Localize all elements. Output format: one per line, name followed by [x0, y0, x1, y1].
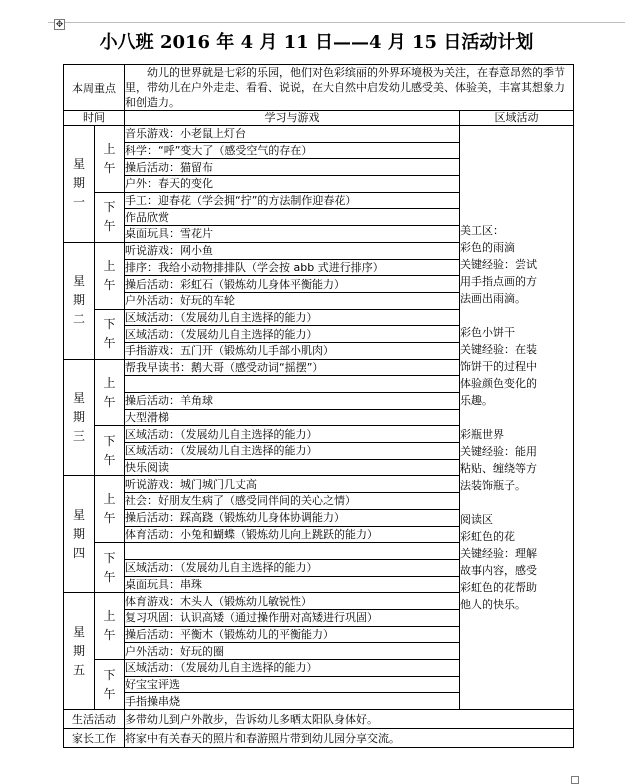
activity-cell: 大型滑梯: [125, 409, 460, 426]
life-text: 多带幼儿到户外散步，告诉幼儿多晒太阳队身体好。: [125, 710, 574, 729]
period-label-char: 上: [103, 492, 116, 507]
activity-cell: 操后活动：平衡木（锻炼幼儿的平衡能力）: [125, 626, 460, 643]
table-resize-handle[interactable]: [571, 776, 579, 784]
parents-text: 将家中有关春天的照片和春游照片带到幼儿园分享交流。: [125, 729, 574, 748]
area-line: 关键经验：能用: [460, 445, 537, 459]
period-label-char: 午: [103, 336, 116, 351]
afternoon-label: [95, 543, 125, 593]
area-line: 彩色的雨滴: [460, 241, 515, 255]
activity-cell: 快乐阅读: [125, 459, 460, 476]
period-label-char: 上: [103, 375, 116, 390]
day-label-char: 一: [72, 195, 85, 210]
header-learn: 学习与游戏: [125, 111, 460, 126]
day-label: [64, 359, 95, 476]
area-line: 体验颜色变化的: [460, 377, 537, 391]
activity-cell: 区域活动：（发展幼儿自主选择的能力）: [125, 559, 460, 576]
day-label-char: 期: [72, 176, 85, 191]
period-label-char: 下: [103, 317, 116, 332]
day-label-char: 二: [72, 312, 85, 327]
period-label-char: 午: [103, 160, 116, 175]
page-title: 小八班 2016 年 4 月 11 日——4 月 15 日活动计划: [99, 32, 534, 53]
area-line: 他人的快乐。: [460, 598, 526, 612]
day-label-char: 期: [72, 410, 85, 425]
focus-label: 本周重点: [64, 65, 125, 111]
activity-cell: 体育游戏：木头人（锻炼幼儿敏锐性）: [125, 593, 460, 610]
area-line: 用手指点画的方: [460, 275, 537, 289]
day-label-char: 期: [72, 526, 85, 541]
area-gap: [460, 307, 573, 324]
period-label-char: 午: [103, 569, 116, 584]
activity-cell: 排序：我给小动物排排队（学会按 abb 式进行排序）: [125, 259, 460, 276]
activity-row: [64, 126, 574, 143]
table-move-handle-icon[interactable]: ✥: [55, 20, 64, 30]
activity-cell: 区域活动：（发展幼儿自主选择的能力）: [125, 660, 460, 677]
activity-cell: 手指游戏：五门开（锻炼幼儿手部小肌肉）: [125, 342, 460, 359]
day-label-char: 四: [72, 545, 85, 560]
day-label-char: 期: [72, 643, 85, 658]
day-label-char: 星: [72, 391, 85, 406]
activity-cell: 帮我早读书：鹅大哥（感受动词“摇摆”）: [125, 359, 460, 376]
area-gap: [460, 494, 573, 511]
period-label-char: 午: [103, 452, 116, 467]
area-line: 彩虹色的花: [460, 530, 515, 544]
area-gap: [460, 409, 573, 426]
parents-label: 家长工作: [64, 729, 125, 748]
area-line: 饰饼干的过程中: [460, 360, 537, 374]
activity-cell: 体育活动：小兔和蝴蝶（锻炼幼儿向上跳跃的能力）: [125, 526, 460, 543]
life-row: [64, 710, 574, 729]
area-line: 法画出雨滴。: [460, 292, 526, 306]
day-label-char: 星: [72, 507, 85, 522]
day-label-char: 五: [72, 662, 85, 677]
afternoon-label: [95, 660, 125, 710]
day-label-char: 星: [72, 157, 85, 172]
activity-cell: 区域活动：（发展幼儿自主选择的能力）: [125, 326, 460, 343]
day-label: [64, 242, 95, 359]
activity-cell: [125, 543, 460, 560]
afternoon-label: [95, 309, 125, 359]
activity-cell: [125, 376, 460, 393]
activity-cell: 手指操串烧: [125, 693, 460, 710]
activity-plan-table: [63, 64, 574, 748]
activity-cell: 户外活动：好玩的圈: [125, 643, 460, 660]
focus-row: [64, 65, 574, 111]
period-label-char: 上: [103, 258, 116, 273]
activity-cell: 操后活动：猫留布: [125, 159, 460, 176]
day-label-char: 三: [72, 429, 85, 444]
period-label-char: 午: [103, 628, 116, 643]
activity-cell: 好宝宝评选: [125, 676, 460, 693]
area-line: 美工区：: [460, 224, 504, 238]
area-line: 法装饰瓶子。: [460, 479, 526, 493]
period-label-char: 午: [103, 394, 116, 409]
day-label-char: 期: [72, 293, 85, 308]
activity-cell: 科学：“呼”变大了（感受空气的存在）: [125, 142, 460, 159]
morning-label: [95, 593, 125, 660]
area-activity-cell: [460, 126, 574, 710]
focus-text: 幼儿的世界就是七彩的乐园，他们对色彩缤丽的外界环境极为关注，在春意昂然的季节里，带幼儿在户外走走、看看、说说，在大自然中启发幼儿感受美、体验美，丰富其想象力和创造力。: [125, 65, 574, 111]
header-time: 时间: [64, 111, 125, 126]
period-label-char: 下: [103, 667, 116, 682]
morning-label: [95, 126, 125, 193]
activity-cell: 桌面玩具：串珠: [125, 576, 460, 593]
area-line: 阅读区: [460, 513, 493, 527]
life-label: 生活活动: [64, 710, 125, 729]
activity-cell: 操后活动：踩高跷（锻炼幼儿身体协调能力）: [125, 509, 460, 526]
activity-cell: 操后活动：彩虹石（锻炼幼儿身体平衡能力）: [125, 276, 460, 293]
area-line: 彩虹色的花帮助: [460, 581, 537, 595]
parents-row: [64, 729, 574, 748]
morning-label: [95, 476, 125, 543]
period-label-char: 午: [103, 686, 116, 701]
period-label-char: 上: [103, 609, 116, 624]
day-label: [64, 593, 95, 710]
header-row: [64, 111, 574, 126]
activity-cell: 区域活动：（发展幼儿自主选择的能力）: [125, 443, 460, 460]
period-label-char: 上: [103, 141, 116, 156]
period-label-char: 下: [103, 550, 116, 565]
area-line: 彩瓶世界: [460, 428, 504, 442]
period-label-char: 午: [103, 277, 116, 292]
header-area: 区域活动: [460, 111, 574, 126]
morning-label: [95, 359, 125, 426]
day-label-char: 星: [72, 624, 85, 639]
activity-cell: 户外：春天的变化: [125, 176, 460, 193]
afternoon-label: [95, 426, 125, 476]
activity-cell: 音乐游戏：小老鼠上灯台: [125, 126, 460, 143]
area-line: 关键经验：在装: [460, 343, 537, 357]
area-line: 粘贴、缠绕等方: [460, 462, 537, 476]
activity-cell: 区域活动：（发展幼儿自主选择的能力）: [125, 309, 460, 326]
area-line: 乐趣。: [460, 394, 493, 408]
activity-cell: 听说游戏：城门城门几丈高: [125, 476, 460, 493]
area-line: 关键经验：尝试: [460, 258, 537, 272]
day-label: [64, 476, 95, 593]
activity-cell: 作品欣赏: [125, 209, 460, 226]
period-label-char: 午: [103, 511, 116, 526]
activity-cell: 听说游戏：网小鱼: [125, 242, 460, 259]
activity-cell: 复习巩固：认识高矮（通过操作册对高矮进行巩固）: [125, 609, 460, 626]
day-label-char: 星: [72, 274, 85, 289]
activity-cell: 户外活动：好玩的车轮: [125, 292, 460, 309]
page-top-margin-line: [48, 22, 625, 23]
activity-cell: 社会：好朋友生病了（感受同伴间的关心之情）: [125, 493, 460, 510]
activity-cell: 手工：迎春花（学会拥“拧”的方法制作迎春花）: [125, 192, 460, 209]
afternoon-label: [95, 192, 125, 242]
area-line: 故事内容，感受: [460, 564, 537, 578]
area-line: 关键经验：理解: [460, 547, 537, 561]
period-label-char: 下: [103, 200, 116, 215]
activity-cell: 区域活动：（发展幼儿自主选择的能力）: [125, 426, 460, 443]
period-label-char: 下: [103, 433, 116, 448]
day-label: [64, 126, 95, 243]
area-line: 彩色小饼干: [460, 326, 515, 340]
activity-cell: 桌面玩具：雪花片: [125, 226, 460, 243]
morning-label: [95, 242, 125, 309]
activity-cell: 操后活动：羊角球: [125, 393, 460, 410]
period-label-char: 午: [103, 219, 116, 234]
